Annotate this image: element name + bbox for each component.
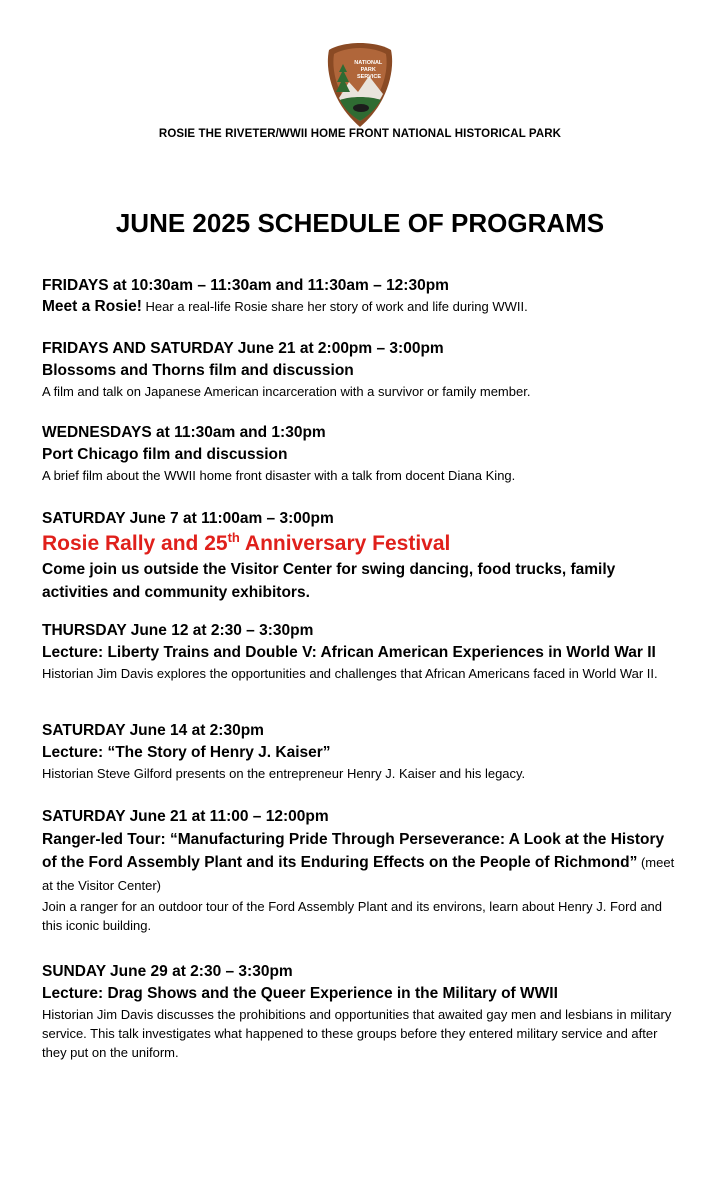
program-item [42, 338, 682, 401]
program-item [42, 275, 682, 316]
program-title: Lecture: Drag Shows and the Queer Experience in the Military of WWII [42, 985, 558, 1002]
program-desc: A film and talk on Japanese American incarceration with a survivor or family member. [42, 384, 531, 399]
program-note: (meet at the Visitor Center) [42, 855, 675, 893]
program-when: SATURDAY June 14 at 2:30pm [42, 722, 264, 739]
program-desc: Join a ranger for an outdoor tour of the Ford Assembly Plant and its environs, learn about Henry J. Ford and this iconic building. [42, 899, 663, 933]
program-title-line [42, 828, 682, 897]
program-when: FRIDAYS at 10:30am – 11:30am and 11:30am – 12:30pm [42, 277, 449, 294]
program-title: Lecture: Liberty Trains and Double V: African American Experiences in World War II [42, 644, 656, 661]
program-title: Meet a Rosie! [42, 298, 142, 315]
program-desc: A brief film about the WWII home front disaster with a talk from docent Diana King. [42, 468, 516, 483]
program-title: Blossoms and Thorns film and discussion [42, 362, 354, 379]
arrowhead-logo [325, 42, 395, 128]
program-desc: Historian Jim Davis discusses the prohibitions and opportunities that awaited gay men and lesbians in military service. This talk investigates what happened to these groups before they entered military service and after they put on the uniform. [42, 1007, 672, 1060]
program-item [42, 961, 682, 1062]
program-title-line [42, 297, 682, 316]
logo-text: NATIONAL PARK SERVICE [354, 60, 383, 80]
program-when: SUNDAY June 29 at 2:30 – 3:30pm [42, 963, 293, 980]
program-when: WEDNESDAYS at 11:30am and 1:30pm [42, 424, 326, 441]
program-title: Ranger-led Tour: “Manufacturing Pride Through Perseverance: A Look at the History of the Ford Assembly Plant and its Enduring Effects on the People of Richmond” [42, 831, 665, 871]
page-title: JUNE 2025 SCHEDULE OF PROGRAMS [115, 208, 605, 238]
program-desc: Come join us outside the Visitor Center for swing dancing, food trucks, family activities and community exhibitors. [42, 561, 616, 601]
program-item [42, 422, 682, 485]
program-when: THURSDAY June 12 at 2:30 – 3:30pm [42, 622, 314, 639]
program-item [42, 620, 682, 683]
program-when: SATURDAY June 7 at 11:00am – 3:00pm [42, 510, 334, 527]
program-when: SATURDAY June 21 at 11:00 – 12:00pm [42, 808, 329, 825]
park-name: ROSIE THE RIVETER/WWII HOME FRONT NATIONAL HISTORICAL PARK [158, 128, 562, 140]
program-when: FRIDAYS AND SATURDAY June 21 at 2:00pm – 3:00pm [42, 340, 444, 357]
program-title: Port Chicago film and discussion [42, 446, 288, 463]
program-desc: Hear a real-life Rosie share her story of work and life during WWII. [145, 299, 528, 314]
program-title: Lecture: “The Story of Henry J. Kaiser” [42, 744, 331, 761]
program-item [42, 806, 682, 935]
program-title-featured: Rosie Rally and 25th Anniversary Festival [42, 530, 451, 555]
program-desc: Historian Steve Gilford presents on the entrepreneur Henry J. Kaiser and his legacy. [42, 766, 526, 781]
program-desc: Historian Jim Davis explores the opportunities and challenges that African Americans faced in World War II. [42, 666, 658, 681]
program-item-featured [42, 508, 682, 604]
program-item [42, 720, 682, 783]
